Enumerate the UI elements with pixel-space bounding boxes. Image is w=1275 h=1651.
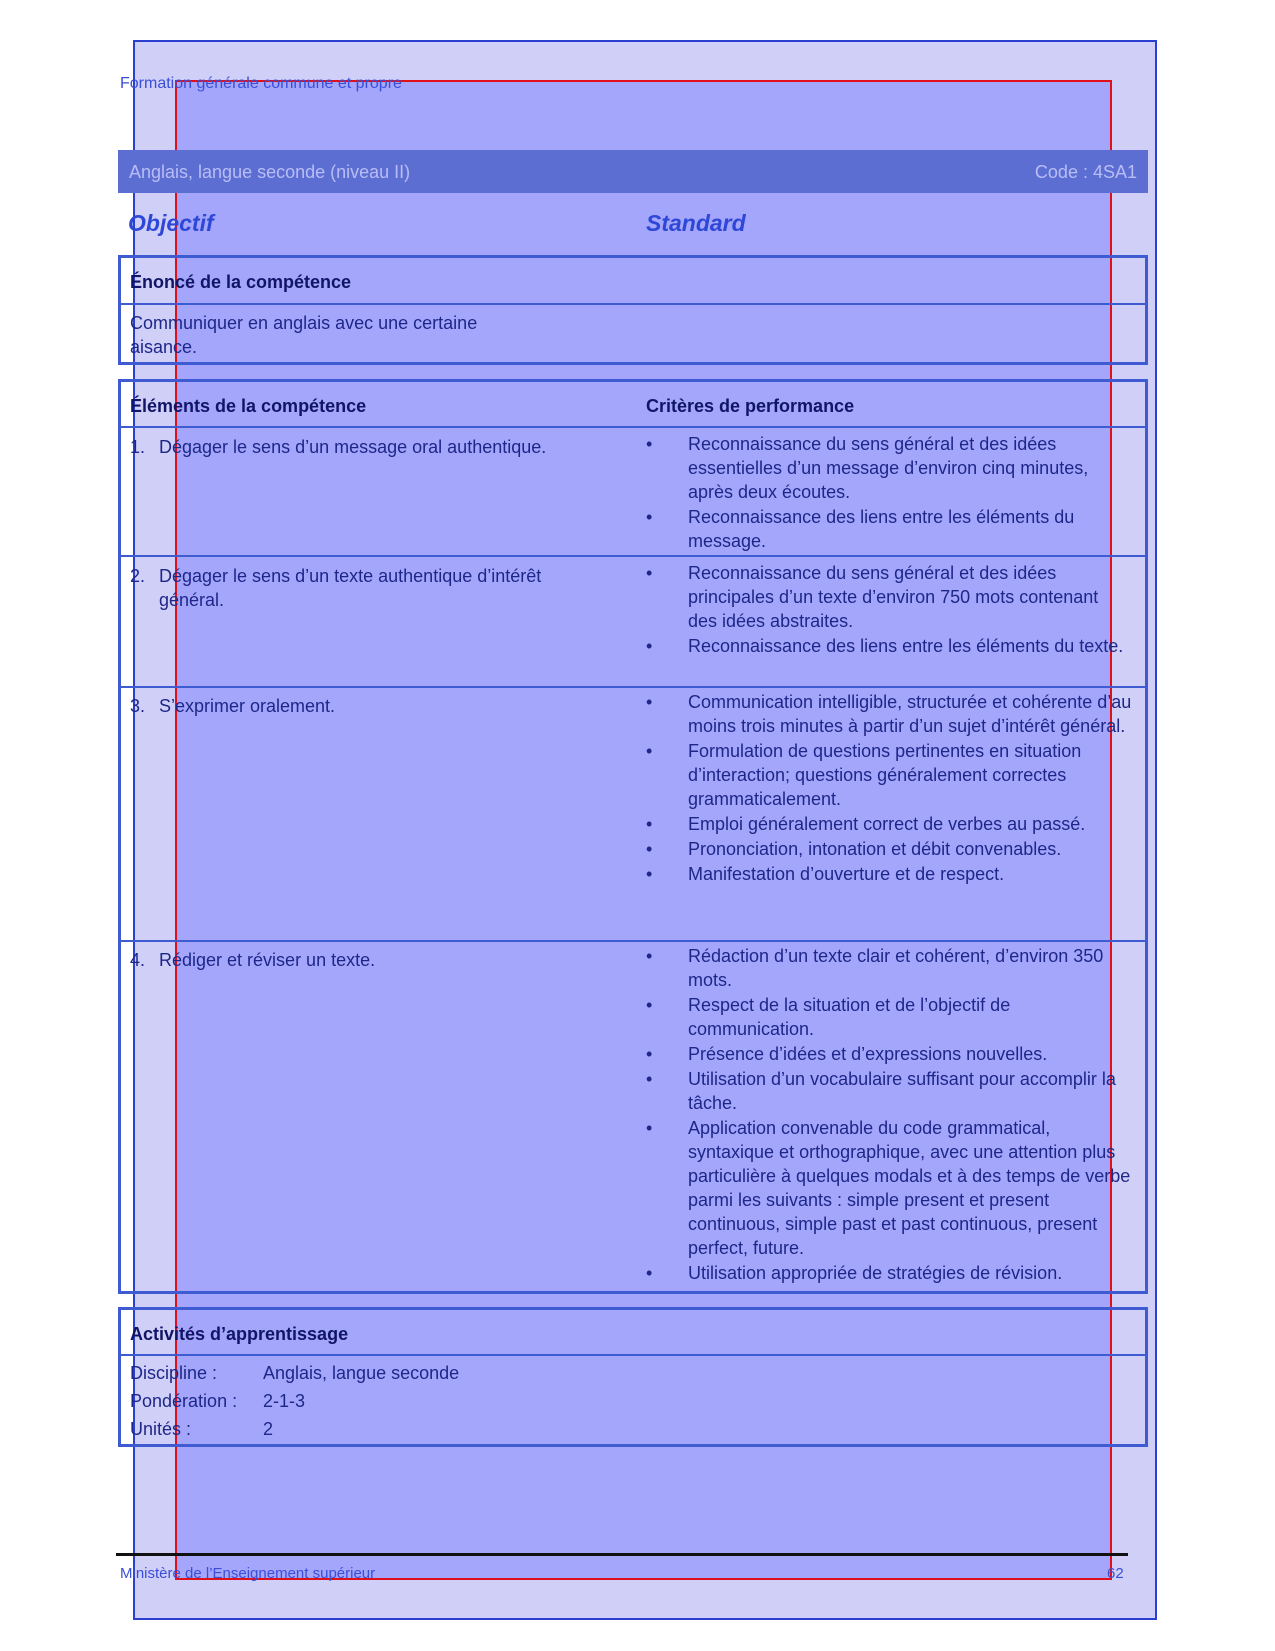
criterion-item <box>646 1042 1132 1066</box>
discipline-value: Anglais, langue seconde <box>263 1363 460 1383</box>
element-row-4 <box>130 948 570 972</box>
criterion-item <box>646 561 1132 633</box>
criterion-item <box>646 1261 1132 1285</box>
criterion-text: Présence d’idées et d’expressions nouvelles. <box>688 1044 1048 1064</box>
criterion-text: Respect de la situation et de l’objectif de communication. <box>688 995 1011 1039</box>
criterion-item <box>646 862 1132 886</box>
criterion-text: Prononciation, intonation et débit convenables. <box>688 839 1062 859</box>
program-label: Formation générale commune et propre <box>120 75 402 92</box>
criterion-item <box>646 812 1132 836</box>
footer-rule <box>116 1553 1128 1556</box>
criterion-text: Utilisation appropriée de stratégies de révision. <box>688 1263 1063 1283</box>
element-row-2 <box>130 564 570 612</box>
element-number: 4. <box>130 950 146 970</box>
element-text: Dégager le sens d’un texte authentique d’intérêt général. <box>159 566 542 610</box>
criteria-heading: Critères de performance <box>646 396 855 416</box>
divider <box>121 1354 1145 1356</box>
unites-row <box>130 1417 273 1441</box>
divider <box>121 940 1145 942</box>
criterion-text: Rédaction d’un texte clair et cohérent, d’environ 350 mots. <box>688 946 1104 990</box>
bullet-icon: • <box>646 814 653 834</box>
element-text: Dégager le sens d’un message oral authentique. <box>159 437 547 457</box>
competence-text: Communiquer en anglais avec une certaine aisance. <box>130 313 478 357</box>
activities-box <box>118 1307 1148 1447</box>
elements-heading: Éléments de la compétence <box>130 396 367 416</box>
criterion-item <box>646 634 1132 658</box>
bullet-icon: • <box>646 995 653 1015</box>
bullet-icon: • <box>646 1069 653 1089</box>
criterion-item <box>646 505 1132 553</box>
standard-heading: Standard <box>646 210 746 236</box>
unites-label: Unités : <box>130 1419 192 1439</box>
ponderation-label: Pondération : <box>130 1391 238 1411</box>
bullet-icon: • <box>646 1044 653 1064</box>
criterion-item <box>646 739 1132 811</box>
bullet-icon: • <box>646 434 653 454</box>
divider <box>121 686 1145 688</box>
competence-box <box>118 255 1148 365</box>
course-code: Code : 4SA1 <box>1034 162 1137 182</box>
criterion-item <box>646 690 1132 738</box>
criteria-list-3 <box>646 690 1132 887</box>
criterion-text: Reconnaissance des liens entre les éléments du texte. <box>688 636 1124 656</box>
bullet-icon: • <box>646 864 653 884</box>
ponderation-value: 2-1-3 <box>263 1391 306 1411</box>
criterion-text: Emploi généralement correct de verbes au passé. <box>688 814 1086 834</box>
element-text: Rédiger et réviser un texte. <box>159 950 376 970</box>
criterion-item <box>646 993 1132 1041</box>
page-number: 62 <box>1107 1565 1124 1582</box>
bullet-icon: • <box>646 1118 653 1138</box>
bullet-icon: • <box>646 741 653 761</box>
bullet-icon: • <box>646 839 653 859</box>
bullet-icon: • <box>646 563 653 583</box>
activities-heading: Activités d’apprentissage <box>130 1324 349 1344</box>
bullet-icon: • <box>646 946 653 966</box>
bullet-icon: • <box>646 636 653 656</box>
criterion-text: Manifestation d’ouverture et de respect. <box>688 864 1005 884</box>
criterion-text: Reconnaissance du sens général et des idées principales d’un texte d’environ 750 mots contenant des idées abstraites. <box>688 563 1099 631</box>
divider <box>121 555 1145 557</box>
criterion-item <box>646 432 1132 504</box>
element-number: 3. <box>130 696 146 716</box>
bullet-icon: • <box>646 507 653 527</box>
criteria-list-4 <box>646 944 1132 1286</box>
course-title: Anglais, langue seconde (niveau II) <box>129 162 411 182</box>
criterion-text: Communication intelligible, structurée et cohérente d’au moins trois minutes à partir d’un sujet d’intérêt général. <box>688 692 1132 736</box>
criterion-text: Application convenable du code grammatical, syntaxique et orthographique, avec une attention plus particulière à quelques modals et à des temps de verbe parmi les suivants : simple present et present continuous, simple past et past continuous, present perfect, future. <box>688 1118 1131 1258</box>
divider <box>121 303 1145 305</box>
element-row-1 <box>130 435 570 459</box>
objective-heading: Objectif <box>128 210 214 236</box>
criterion-item <box>646 1116 1132 1260</box>
bullet-icon: • <box>646 692 653 712</box>
criterion-text: Reconnaissance du sens général et des idées essentielles d’un message d’environ cinq minutes, après deux écoutes. <box>688 434 1089 502</box>
discipline-row <box>130 1361 459 1385</box>
course-header-bar <box>118 150 1148 193</box>
criterion-text: Utilisation d’un vocabulaire suffisant pour accomplir la tâche. <box>688 1069 1116 1113</box>
competence-heading: Énoncé de la compétence <box>130 272 352 292</box>
divider <box>121 426 1145 428</box>
criterion-item <box>646 837 1132 861</box>
bullet-icon: • <box>646 1263 653 1283</box>
criterion-item <box>646 944 1132 992</box>
element-number: 1. <box>130 437 146 457</box>
ponderation-row <box>130 1389 305 1413</box>
discipline-label: Discipline : <box>130 1363 218 1383</box>
element-row-3 <box>130 694 570 718</box>
criterion-item <box>646 1067 1132 1115</box>
criterion-text: Reconnaissance des liens entre les éléments du message. <box>688 507 1075 551</box>
unites-value: 2 <box>263 1419 274 1439</box>
element-number: 2. <box>130 566 146 586</box>
criterion-text: Formulation de questions pertinentes en situation d’interaction; questions généralement correctes grammaticalement. <box>688 741 1082 809</box>
footer-ministry: Ministère de l’Enseignement supérieur <box>120 1565 376 1582</box>
element-text: S’exprimer oralement. <box>159 696 336 716</box>
criteria-list-2 <box>646 561 1132 659</box>
criteria-list-1 <box>646 432 1132 554</box>
